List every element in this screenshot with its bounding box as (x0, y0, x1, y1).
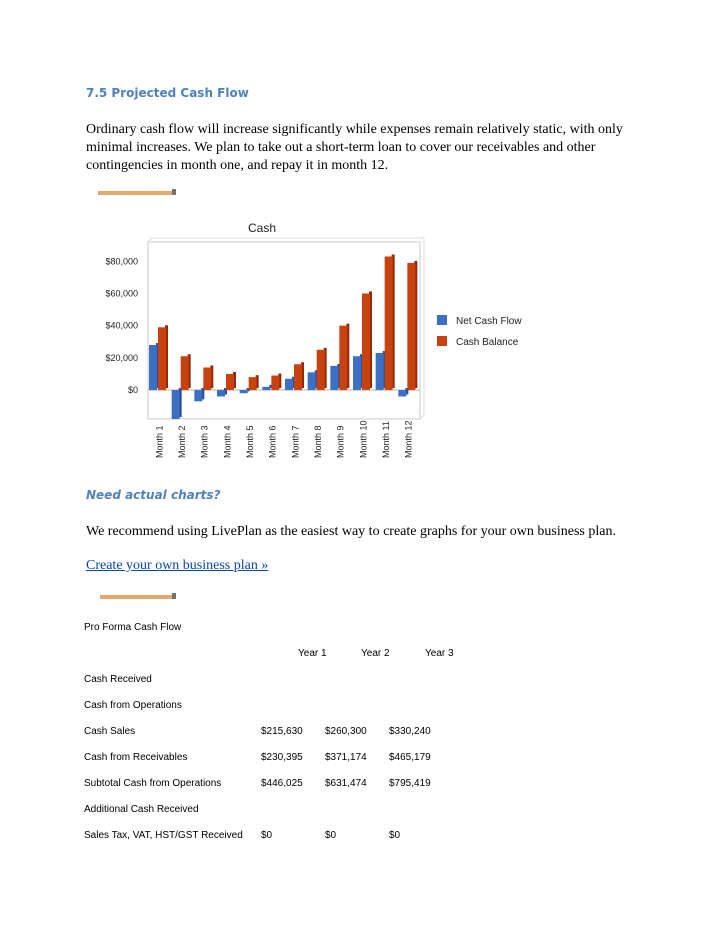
cell-value: $330,240 (389, 726, 431, 737)
bar-cash-balance (181, 356, 189, 390)
section-paragraph: Ordinary cash flow will increase significantly while expenses remain relatively static, with only minimal increases. We plan to take out a short-term loan to cover our receivables and other contingencies in month one, and repay it in month 12. (86, 122, 623, 173)
bar-net-cash-flow (262, 387, 270, 390)
cell-value: $0 (261, 830, 273, 841)
x-tick-label: Month 9 (335, 425, 346, 458)
x-tick-label: Month 10 (358, 420, 369, 458)
header-year-3: Year 3 (425, 648, 454, 659)
row-label: Cash from Receivables (84, 752, 188, 763)
bar-net-cash-flow (308, 372, 316, 390)
chart-title: Cash (247, 221, 277, 235)
bar-net-cash-flow (172, 390, 180, 419)
row-label: Subtotal Cash from Operations (84, 778, 222, 789)
legend-label: Net Cash Flow (456, 316, 522, 327)
x-tick-label: Month 8 (313, 425, 323, 458)
bar-net-cash-flow (149, 345, 157, 390)
row-label: Cash from Operations (84, 700, 182, 711)
x-tick-label: Month 2 (177, 425, 187, 458)
legend-swatch (437, 315, 447, 325)
cell-value: $795,419 (389, 778, 431, 789)
y-tick-label: $40,000 (105, 320, 138, 331)
cell-value: $230,395 (261, 752, 303, 763)
bar-cash-balance (203, 368, 211, 391)
bar-cash-balance (407, 263, 415, 390)
header-year-1: Year 1 (298, 648, 327, 659)
cell-value: $465,179 (389, 752, 431, 763)
bar-cash-balance (339, 326, 347, 390)
section-heading: 7.5 Projected Cash Flow (86, 86, 249, 100)
table-title: Pro Forma Cash Flow (84, 622, 182, 633)
row-label: Additional Cash Received (84, 804, 199, 815)
bar-cash-balance (226, 374, 234, 390)
legend-label: Cash Balance (456, 337, 519, 348)
cell-value: $0 (325, 830, 337, 841)
cell-value: $631,474 (325, 778, 367, 789)
bar-net-cash-flow (398, 390, 406, 396)
legend-swatch (437, 336, 447, 346)
y-tick-label: $60,000 (105, 288, 138, 299)
bar-net-cash-flow (330, 366, 338, 390)
bar-net-cash-flow (285, 379, 293, 390)
y-tick-label: $80,000 (105, 256, 138, 267)
bar-cash-balance (249, 377, 257, 390)
x-tick-label: Month 12 (403, 420, 414, 458)
bar-net-cash-flow (376, 353, 384, 390)
bar-cash-balance (317, 350, 325, 390)
recommend-text: We recommend using LivePlan as the easiest way to create graphs for your own business plan. (86, 524, 616, 539)
bar-net-cash-flow (353, 356, 361, 390)
cash-chart (90, 214, 530, 466)
bar-cash-balance (385, 256, 393, 390)
create-plan-link[interactable]: Create your own business plan » (86, 558, 269, 573)
x-tick-label: Month 1 (154, 425, 165, 458)
bar-cash-balance (158, 327, 166, 390)
cell-value: $446,025 (261, 778, 303, 789)
stamp-mark (98, 191, 174, 195)
bar-net-cash-flow (217, 390, 225, 396)
cell-value: $215,630 (261, 726, 303, 737)
row-label: Cash Sales (84, 726, 136, 737)
header-year-2: Year 2 (361, 648, 390, 659)
stamp-mark-2 (100, 595, 174, 599)
bar-cash-balance (271, 376, 279, 390)
row-label: Sales Tax, VAT, HST/GST Received (84, 830, 243, 841)
plot-area (148, 242, 420, 419)
cell-value: $0 (389, 830, 401, 841)
x-tick-label: Month 11 (381, 421, 391, 458)
x-tick-label: Month 6 (267, 425, 278, 458)
y-tick-label: $0 (127, 385, 138, 396)
cell-value: $260,300 (325, 726, 367, 737)
bar-net-cash-flow (194, 390, 202, 401)
x-tick-label: Month 4 (222, 425, 233, 458)
x-tick-label: Month 5 (245, 425, 255, 458)
x-tick-label: Month 3 (199, 425, 210, 458)
bar-cash-balance (294, 364, 302, 390)
bar-net-cash-flow (240, 390, 248, 393)
x-tick-label: Month 7 (290, 425, 301, 458)
cell-value: $371,174 (325, 752, 367, 763)
need-charts-title: Need actual charts? (86, 488, 221, 502)
row-label: Cash Received (84, 674, 152, 685)
y-tick-label: $20,000 (105, 352, 138, 363)
bar-cash-balance (362, 293, 370, 390)
